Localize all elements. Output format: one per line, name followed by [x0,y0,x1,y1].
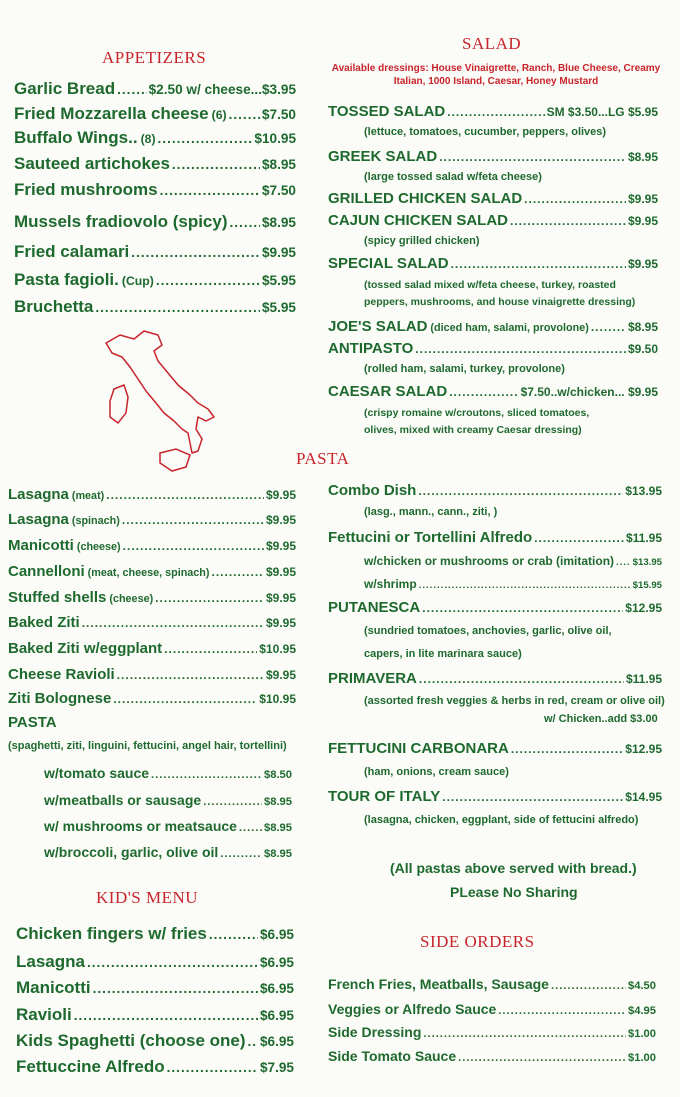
menu-item: Lasagna (spinach) ..... $9.95 [8,511,296,528]
menu-item: TOSSED SALAD ..... SM $3.50...LG $5.95 [328,103,658,120]
menu-item: GRILLED CHICKEN SALAD ..... $9.95 [328,190,658,207]
menu-item: Combo Dish ..... $13.95 [328,482,662,499]
menu-item: Chicken fingers w/ fries ..... $6.95 [16,924,294,944]
menu-item: CAJUN CHICKEN SALAD ..... $9.95 [328,212,658,229]
menu-sub-item: w/chicken or mushrooms or crab (imitation) ..... $13.95 [364,554,662,568]
menu-item: Sauteed artichokes ..... $8.95 [14,154,296,174]
item-description: w/ Chicken..add $3.00 [544,713,658,725]
menu-item: Fettucini or Tortellini Alfredo ..... $11.95 [328,529,662,546]
item-description: (rolled ham, salami, turkey, provolone) [364,363,565,375]
menu-sub-item: w/shrimp ..... $15.95 [364,577,662,591]
italy-map-icon [98,325,218,475]
item-description: (spicy grilled chicken) [364,235,480,247]
menu-item: Fried calamari ..... $9.95 [14,242,296,262]
item-description: (large tossed salad w/feta cheese) [364,171,542,183]
pasta-heading: PASTA [296,449,350,468]
pasta-types: (spaghetti, ziti, linguini, fettucini, angel hair, tortellini) [8,740,287,752]
item-description: (assorted fresh veggies & herbs in red, cream or olive oil) [364,695,665,707]
bread-note: (All pastas above served with bread.) [390,860,637,876]
appetizers-heading: APPETIZERS [102,48,207,67]
item-description: capers, in lite marinara sauce) [364,648,522,660]
menu-item: Lasagna (meat) ..... $9.95 [8,486,296,503]
no-sharing-note: PLease No Sharing [450,884,578,900]
menu-item: GREEK SALAD ..... $8.95 [328,148,658,165]
menu-item: Baked Ziti w/eggplant ..... $10.95 [8,640,296,657]
menu-item: FETTUCINI CARBONARA ..... $12.95 [328,740,662,757]
menu-item: Cannelloni (meat, cheese, spinach) ..... $9.95 [8,563,296,580]
menu-item: Side Dressing ..... $1.00 [328,1024,656,1040]
kids-menu-heading: KID'S MENU [96,888,199,907]
item-description: (lettuce, tomatoes, cucumber, peppers, olives) [364,126,607,138]
menu-item: Fried mushrooms ..... $7.50 [14,180,296,200]
dressings-note: Available dressings: House Vinaigrette, Ranch, Blue Cheese, Creamy Italian, 1000 Island, Caesar, Honey Mustard [331,63,661,87]
menu-item: Lasagna ..... $6.95 [16,952,294,972]
menu-item: Ziti Bolognese ..... $10.95 [8,690,296,707]
pasta-option: w/broccoli, garlic, olive oil ..... $8.95 [44,844,292,860]
menu-item: Mussels fradiovolo (spicy) ..... $8.95 [14,212,296,232]
pasta-label: PASTA [8,714,57,731]
menu-item: Side Tomato Sauce ..... $1.00 [328,1048,656,1064]
pasta-option: w/ mushrooms or meatsauce ..... $8.95 [44,818,292,834]
menu-item: Bruchetta ..... $5.95 [14,297,296,317]
menu-item: Ravioli ..... $6.95 [16,1005,294,1025]
menu-item: Kids Spaghetti (choose one) ..... $6.95 [16,1031,294,1051]
salad-heading: SALAD [462,34,522,53]
item-description: (crispy romaine w/croutons, sliced tomatoes, [364,407,590,419]
item-description: (lasg., mann., cann., ziti, ) [364,506,498,518]
item-description: (lasagna, chicken, eggplant, side of fettucini alfredo) [364,814,639,826]
menu-item: TOUR OF ITALY ..... $14.95 [328,788,662,805]
side-orders-heading: SIDE ORDERS [420,932,535,951]
menu-item: SPECIAL SALAD ..... $9.95 [328,255,658,272]
menu-item: Cheese Ravioli ..... $9.95 [8,666,296,683]
menu-item: ANTIPASTO ..... $9.50 [328,340,658,357]
menu-item: PRIMAVERA ..... $11.95 [328,670,662,687]
item-description: peppers, mushrooms, and house vinaigrette dressing) [364,296,636,308]
menu-item: Manicotti ..... $6.95 [16,978,294,998]
item-description: (tossed salad mixed w/feta cheese, turkey, roasted [364,279,616,291]
menu-item: Fried Mozzarella cheese (6) ..... $7.50 [14,104,296,124]
menu-item: Garlic Bread ..... $2.50 w/ cheese...$3.95 [14,79,296,99]
menu-item: Veggies or Alfredo Sauce ..... $4.95 [328,1001,656,1017]
menu-item: JOE'S SALAD (diced ham, salami, provolone) ..... $8.95 [328,318,658,335]
item-description: (sundried tomatoes, anchovies, garlic, olive oil, [364,625,612,637]
menu-item: CAESAR SALAD ..... $7.50..w/chicken... $9.95 [328,383,658,400]
pasta-option: w/tomato sauce ..... $8.50 [44,765,292,781]
menu-item: Manicotti (cheese) ..... $9.95 [8,537,296,554]
item-description: (ham, onions, cream sauce) [364,766,509,778]
menu-item: PUTANESCA ..... $12.95 [328,599,662,616]
item-description: olives, mixed with creamy Caesar dressing) [364,424,582,436]
menu-item: Pasta fagioli. (Cup) ..... $5.95 [14,270,296,290]
menu-item: Fettuccine Alfredo ..... $7.95 [16,1057,294,1077]
menu-item: French Fries, Meatballs, Sausage ..... $4.50 [328,976,656,992]
menu-item: Buffalo Wings.. (8) ..... $10.95 [14,128,296,148]
menu-item: Stuffed shells (cheese) ..... $9.95 [8,589,296,606]
menu-item: Baked Ziti ..... $9.95 [8,614,296,631]
pasta-option: w/meatballs or sausage ..... $8.95 [44,792,292,808]
